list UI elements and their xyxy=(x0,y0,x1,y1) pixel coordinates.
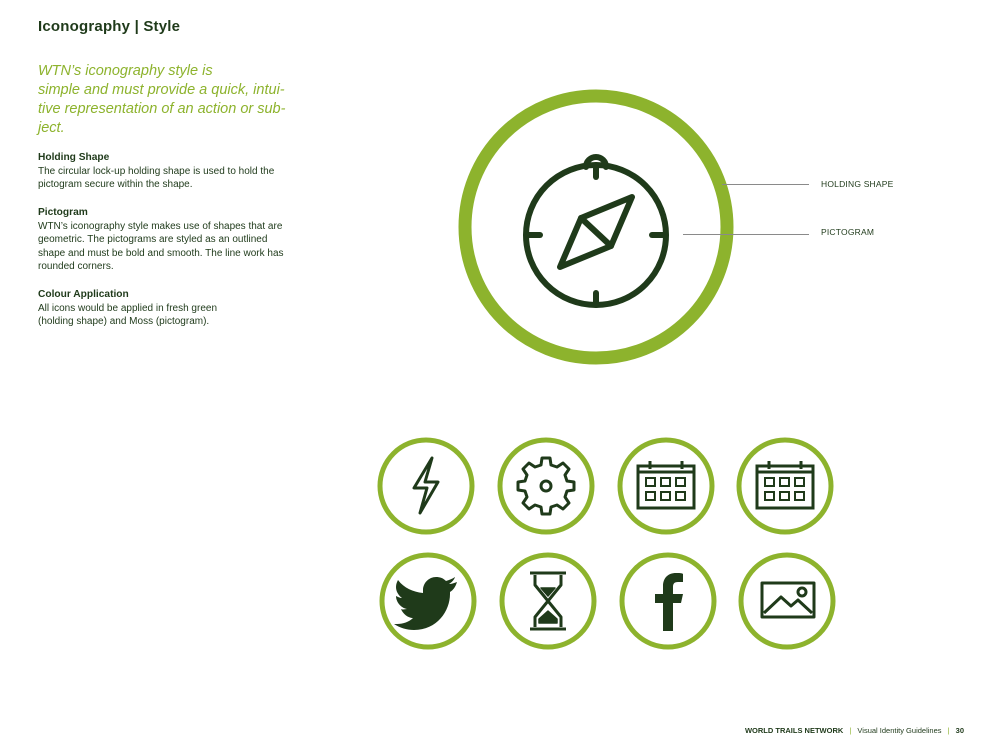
lightning-icon-badge xyxy=(376,436,476,536)
section-text: pictogram secure within the shape. xyxy=(38,179,193,190)
section-heading: Colour Application xyxy=(38,289,129,300)
holding-shape-label: HOLDING SHAPE xyxy=(821,179,894,189)
pictogram-leader xyxy=(683,234,809,235)
pictogram-label: PICTOGRAM xyxy=(821,227,875,237)
footer-separator: | xyxy=(849,726,852,735)
gear-icon-badge xyxy=(496,436,596,536)
footer-org: WORLD TRAILS NETWORK xyxy=(744,726,844,735)
section-text: geometric. The pictograms are styled as an outlined xyxy=(38,234,268,245)
section-text: (holding shape) and Moss (pictogram). xyxy=(38,316,210,327)
page-title: Iconography | Style xyxy=(38,18,181,35)
section-holding-shape xyxy=(38,151,308,192)
intro-line: WTN’s iconography style is xyxy=(38,63,213,79)
section-heading: Pictogram xyxy=(38,207,88,218)
twitter-bird-icon xyxy=(394,577,457,630)
calendar-icon-badge xyxy=(616,436,716,536)
calendar-icon xyxy=(638,461,694,508)
section-colour-application xyxy=(38,288,308,329)
section-text: The circular lock-up holding shape is used to hold the xyxy=(38,165,275,177)
gear-icon xyxy=(518,458,574,514)
intro-line: ject. xyxy=(38,120,65,136)
section-heading: Holding Shape xyxy=(38,152,110,163)
footer xyxy=(745,726,964,735)
page-number: 30 xyxy=(955,726,964,735)
hourglass-icon-badge xyxy=(498,551,598,651)
calendar-icon-badge xyxy=(735,436,835,536)
section-text: shape and must be bold and smooth. The line work has xyxy=(38,247,284,259)
section-pictogram xyxy=(38,206,308,274)
intro-line: simple and must provide a quick, intui- xyxy=(38,82,285,98)
image-icon xyxy=(762,583,814,617)
section-text: WTN’s iconography style makes use of shapes that are xyxy=(38,220,283,232)
twitter-bird-icon-badge xyxy=(378,551,478,651)
hourglass-icon xyxy=(530,573,566,629)
compass-diagram xyxy=(450,85,740,375)
footer-doc-title: Visual Identity Guidelines xyxy=(857,726,942,735)
compass-icon xyxy=(526,157,666,305)
facebook-icon xyxy=(655,573,683,631)
section-text: rounded corners. xyxy=(38,261,114,272)
lightning-icon xyxy=(414,458,438,513)
footer-separator: | xyxy=(947,726,950,735)
holding-shape-ring xyxy=(465,96,727,358)
intro-line: tive representation of an action or sub- xyxy=(38,101,286,117)
section-text: All icons would be applied in fresh green xyxy=(38,302,217,314)
image-icon-badge xyxy=(737,551,837,651)
calendar-icon xyxy=(757,461,813,508)
intro-text xyxy=(38,62,288,138)
facebook-icon-badge xyxy=(618,551,718,651)
holding-shape-leader xyxy=(722,184,809,185)
